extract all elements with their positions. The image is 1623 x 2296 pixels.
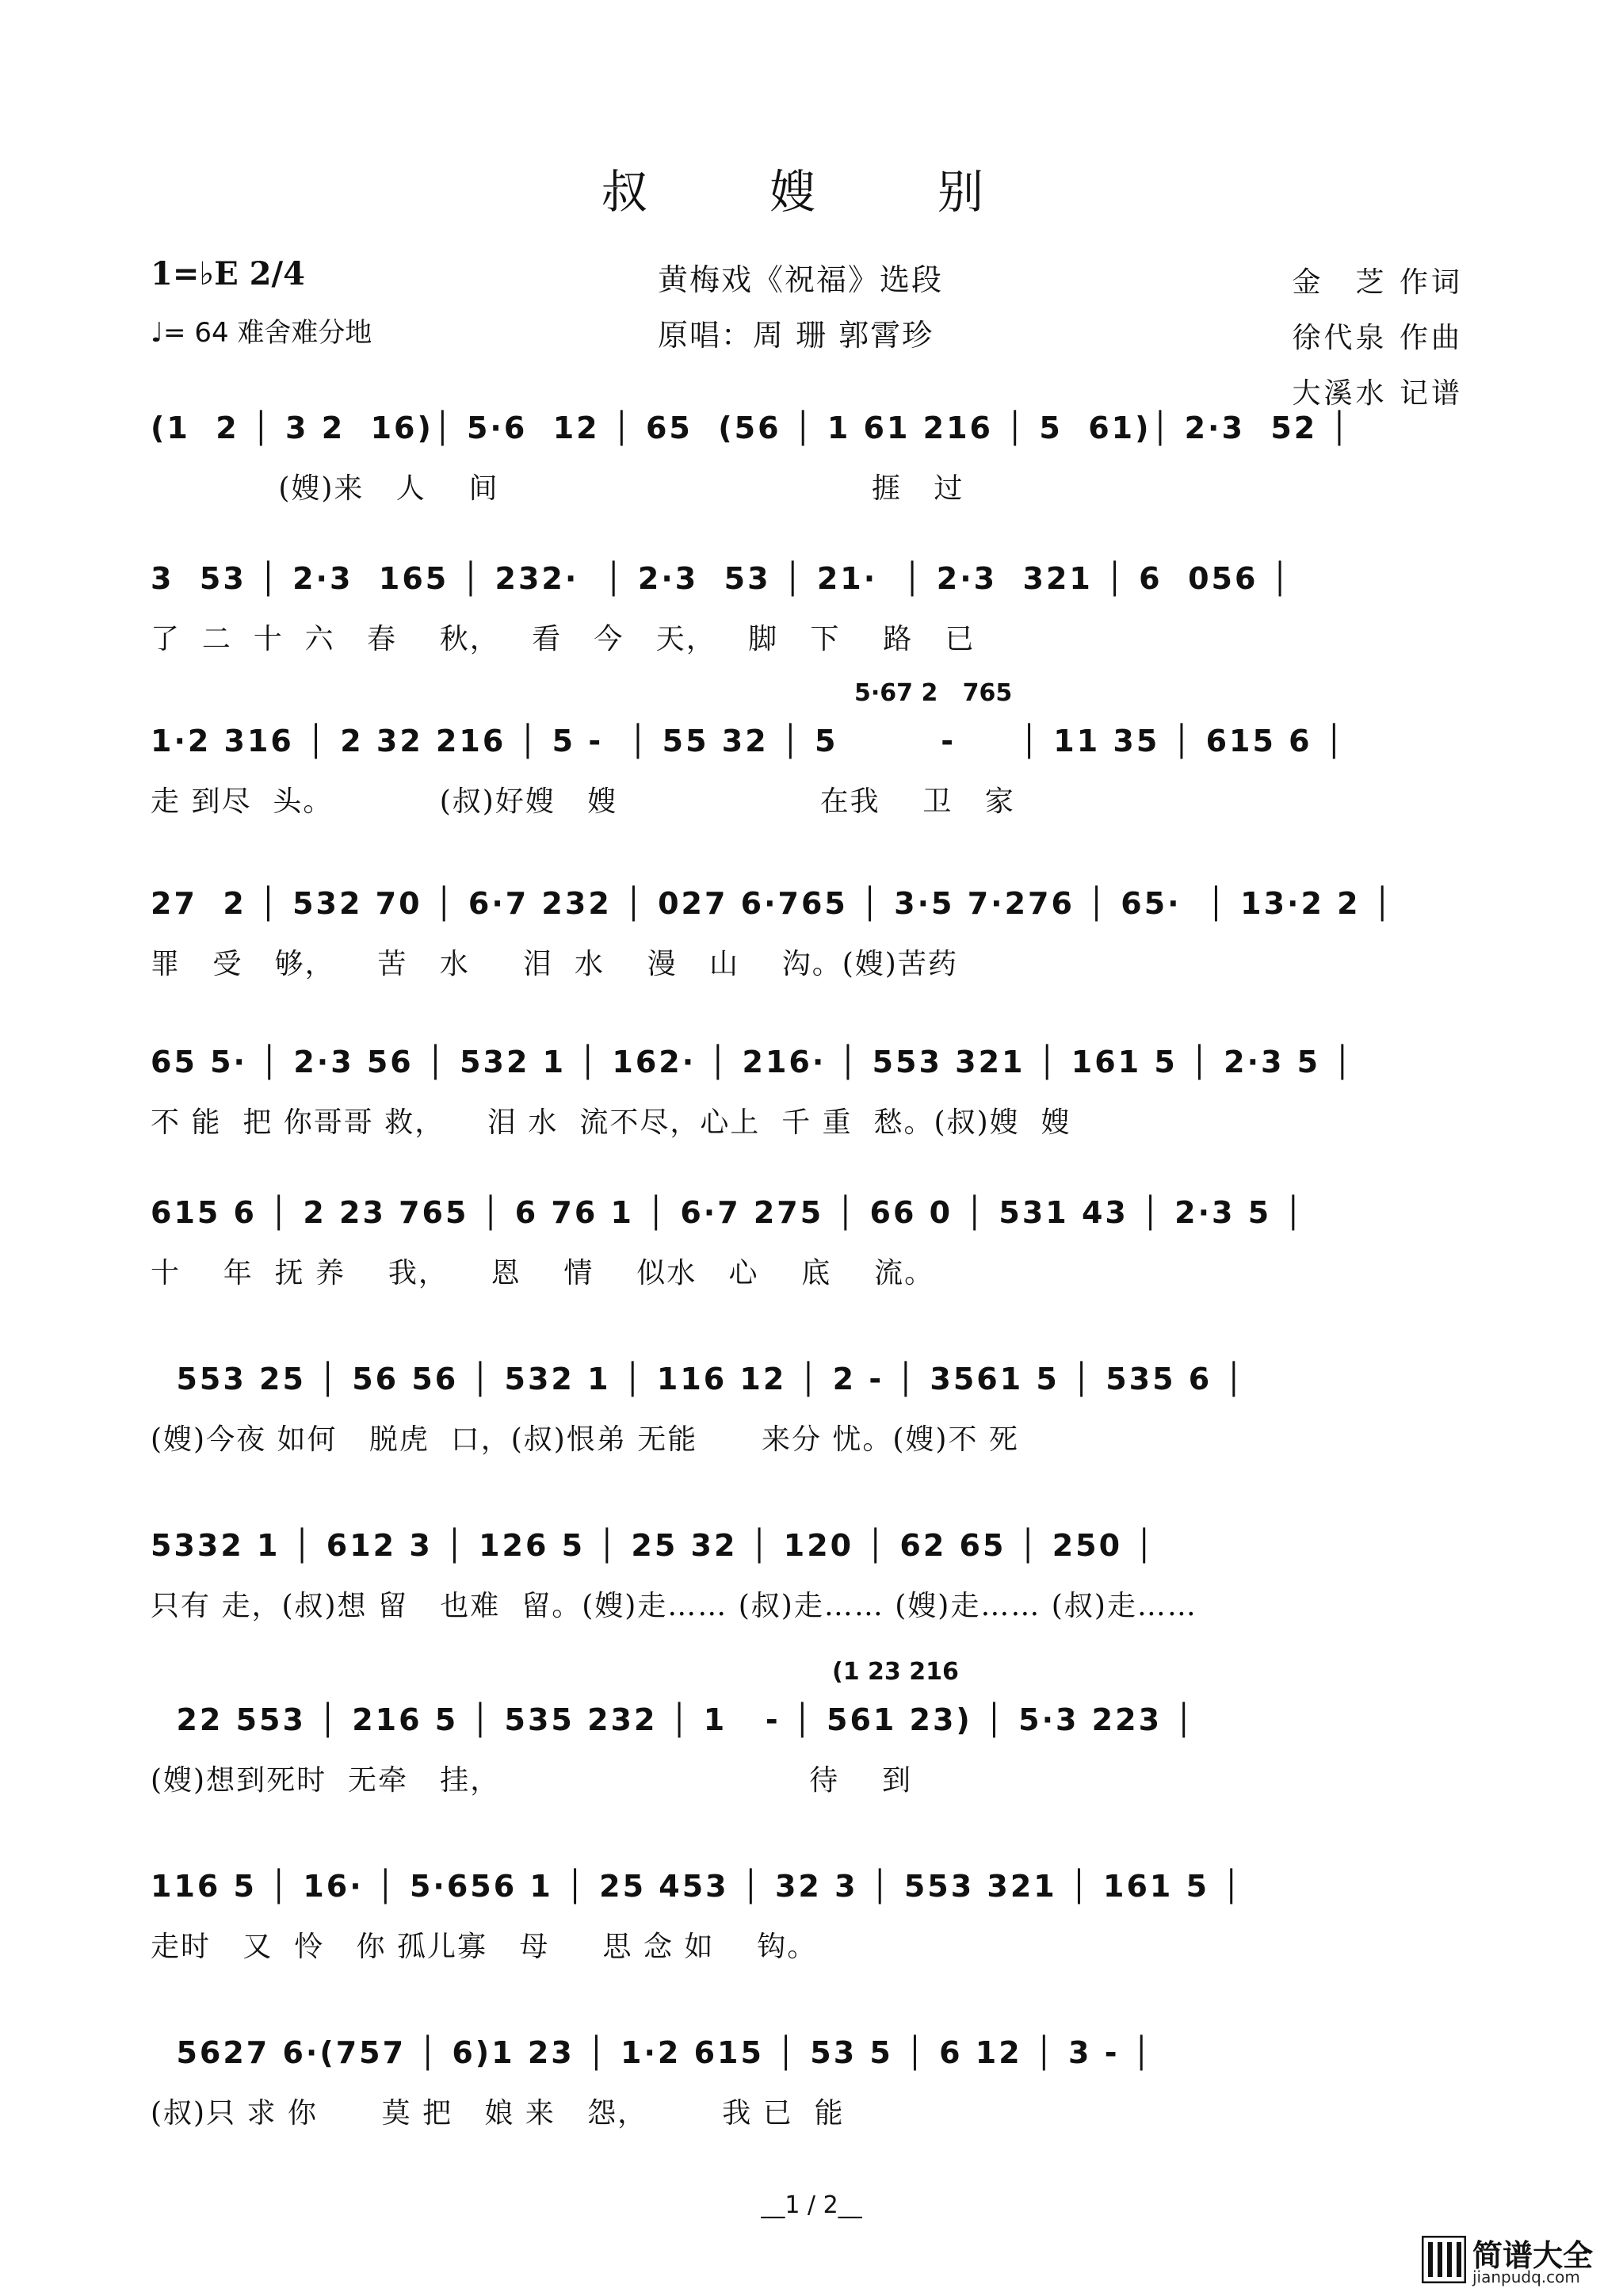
lyric-line: (嫂)想到死时 无牵 挂， 待 到 [151, 1764, 912, 1797]
watermark-name: 简谱大全 [1472, 2238, 1594, 2273]
lyric-line: 走 到尽 头。 (叔)好嫂 嫂 在我 卫 家 [151, 785, 1015, 818]
song-title: 叔 嫂 别 [601, 165, 1022, 219]
watermark-logo [1422, 2231, 1612, 2288]
notation-line: 5332 1 │ 612 3 │ 126 5 │ 25 32 │ 120 │ 62 65 │ 250 │ [151, 1528, 1156, 1563]
lyric-line: (嫂)来 人 间 捱 过 [151, 472, 964, 505]
lyric-line: (叔)只 求 你 莫 把 娘 来 怨， 我 已 能 [151, 2097, 845, 2130]
lyric-line: 只有 走，(叔)想 留 也难 留。(嫂)走…… (叔)走…… (嫂)走…… (叔)走…… [151, 1590, 1197, 1622]
page-number: __1 / 2__ [761, 2191, 862, 2219]
watermark-url: jianpudq.com [1472, 2267, 1580, 2286]
lyric-line: 了 二 十 六 春 秋， 看 今 天， 脚 下 路 已 [151, 623, 976, 655]
ornament-notes: 5·67 2 765 [854, 679, 1013, 707]
original-singers: 原唱：周 珊 郭霄珍 [658, 318, 934, 353]
notation-line: 116 5 │ 16· │ 5·656 1 │ 25 453 │ 32 3 │ 553 321 │ 161 5 │ [151, 1869, 1243, 1904]
notation-line: 615 6 │ 2 23 765 │ 6 76 1 │ 6·7 275 │ 66 0 │ 531 43 │ 2·3 5 │ [151, 1195, 1305, 1230]
opera-subtitle: 黄梅戏《祝福》选段 [658, 262, 944, 297]
key-signature: 1=♭E 2/4 [151, 255, 305, 292]
notation-line: (1 2 │ 3 2 16)│ 5·6 12 │ 65 (56 │ 1 61 216 │ 5 61)│ 2·3 52 │ [151, 411, 1351, 445]
notation-line: 1·2 316 │ 2 32 216 │ 5 - │ 55 32 │ 5 - │ 11 35 │ 615 6 │ [151, 724, 1346, 758]
lyric-line: 走时 又 怜 你 孤儿寡 母 思 念 如 钩。 [151, 1931, 818, 1963]
notation-line: 22 553 │ 216 5 │ 535 232 │ 1 - │ 561 23) │ 5·3 223 │ [151, 1702, 1196, 1737]
notation-line: 65 5· │ 2·3 56 │ 532 1 │ 162· │ 216· │ 553 321 │ 161 5 │ 2·3 5 │ [151, 1045, 1354, 1079]
tempo-marking: ♩= 64 难舍难分地 [151, 317, 372, 349]
notation-line: 3 53 │ 2·3 165 │ 232· │ 2·3 53 │ 21· │ 2·3 321 │ 6 056 │ [151, 561, 1292, 596]
notation-line: 553 25 │ 56 56 │ 532 1 │ 116 12 │ 2 - │ 3561 5 │ 535 6 │ [151, 1362, 1246, 1396]
notation-line: 27 2 │ 532 70 │ 6·7 232 │ 027 6·765 │ 3·5 7·276 │ 65· │ 13·2 2 │ [151, 886, 1394, 921]
piano-keys-icon [1422, 2236, 1466, 2283]
lyricist-credit: 金 芝 作词 [1292, 266, 1463, 299]
transcriber-credit: 大溪水 记谱 [1292, 377, 1463, 410]
ornament-notes: (1 23 216 [832, 1658, 959, 1686]
notation-line: 5627 6·(757 │ 6)1 23 │ 1·2 615 │ 53 5 │ 6 12 │ 3 - │ [151, 2035, 1153, 2070]
lyric-line: 十 年 抚 养 我， 恩 情 似水 心 底 流。 [151, 1257, 935, 1289]
lyric-line: 罪 受 够， 苦 水 泪 水 漫 山 沟。(嫂)苦药 [151, 948, 958, 980]
composer-credit: 徐代泉 作曲 [1292, 322, 1463, 354]
lyric-line: (嫂)今夜 如何 脱虎 口，(叔)恨弟 无能 来分 忧。(嫂)不 死 [151, 1423, 1019, 1456]
lyric-line: 不 能 把 你哥哥 救， 泪 水 流不尽，心上 千 重 愁。(叔)嫂 嫂 [151, 1106, 1071, 1139]
